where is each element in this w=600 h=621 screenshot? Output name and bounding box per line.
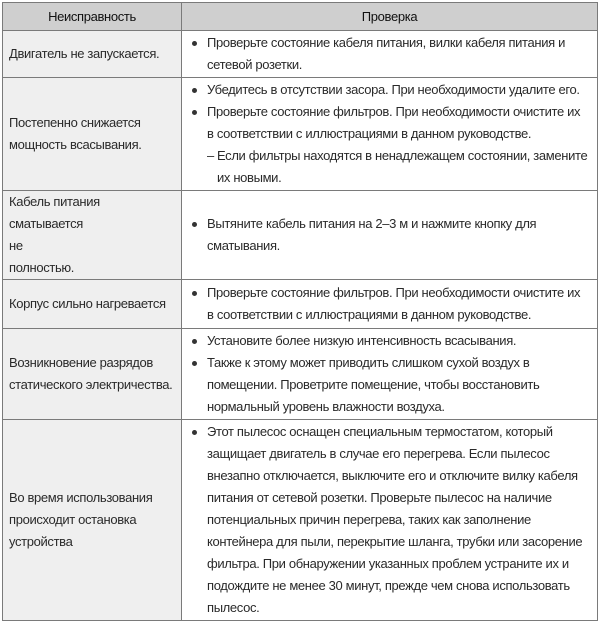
check-cell	[182, 78, 598, 191]
problem-cell: Возникновение разрядов статического электричества.	[3, 329, 182, 420]
header-check: Проверка	[182, 3, 598, 31]
problem-cell: Двигатель не запускается.	[3, 31, 182, 78]
table-row	[3, 280, 598, 329]
check-list	[188, 421, 589, 619]
check-list	[188, 79, 589, 145]
check-list	[188, 330, 589, 418]
check-item: Также к этому может приводить слишком сухой воздух в помещении. Проветрите помещение, чтобы восстановить нормальный уровень влажности воздуха.	[188, 352, 589, 418]
check-cell	[182, 31, 598, 78]
check-cell	[182, 329, 598, 420]
table-header	[3, 3, 598, 31]
check-item: Проверьте состояние фильтров. При необходимости очистите их в соответствии с иллюстрациями в данном руководстве.	[188, 282, 589, 326]
check-item: Этот пылесос оснащен специальным термостатом, который защищает двигатель в случае его перегрева. Если пылесос внезапно отключается, выключите его и отключите вилку кабеля питания от сетевой розетки. Проверьте пылесос на наличие потенциальных причин перегрева, таких как заполнение контейнера для пыли, перекрытие шланга, трубки или засорение фильтра. При обнаружении указанных проблем устраните их и подождите не менее 30 минут, прежде чем снова использовать пылесос.	[188, 421, 589, 619]
problem-cell: Постепенно снижается мощность всасывания.	[3, 78, 182, 191]
check-item: Проверьте состояние фильтров. При необходимости очистите их в соответствии с иллюстрациями в данном руководстве.	[188, 101, 589, 145]
check-subitem: – Если фильтры находятся в ненадлежащем состоянии, замените их новыми.	[188, 145, 589, 189]
table-row	[3, 329, 598, 420]
problem-cell: Во время использования происходит остановка устройства	[3, 420, 182, 621]
check-item: Установите более низкую интенсивность всасывания.	[188, 330, 589, 352]
header-problem: Неисправность	[3, 3, 182, 31]
check-list	[188, 213, 589, 257]
table-row	[3, 420, 598, 621]
check-cell	[182, 420, 598, 621]
check-list	[188, 32, 589, 76]
table-row	[3, 78, 598, 191]
table-row	[3, 191, 598, 280]
problem-cell: Корпус сильно нагревается	[3, 280, 182, 329]
check-cell	[182, 191, 598, 280]
table-row	[3, 31, 598, 78]
check-item: Убедитесь в отсутствии засора. При необходимости удалите его.	[188, 79, 589, 101]
check-item: Проверьте состояние кабеля питания, вилки кабеля питания и сетевой розетки.	[188, 32, 589, 76]
check-item: Вытяните кабель питания на 2–3 м и нажмите кнопку для сматывания.	[188, 213, 589, 257]
check-cell	[182, 280, 598, 329]
problem-cell: Кабель питания сматывается не полностью.	[3, 191, 182, 280]
troubleshooting-table	[2, 2, 598, 621]
check-list	[188, 282, 589, 326]
